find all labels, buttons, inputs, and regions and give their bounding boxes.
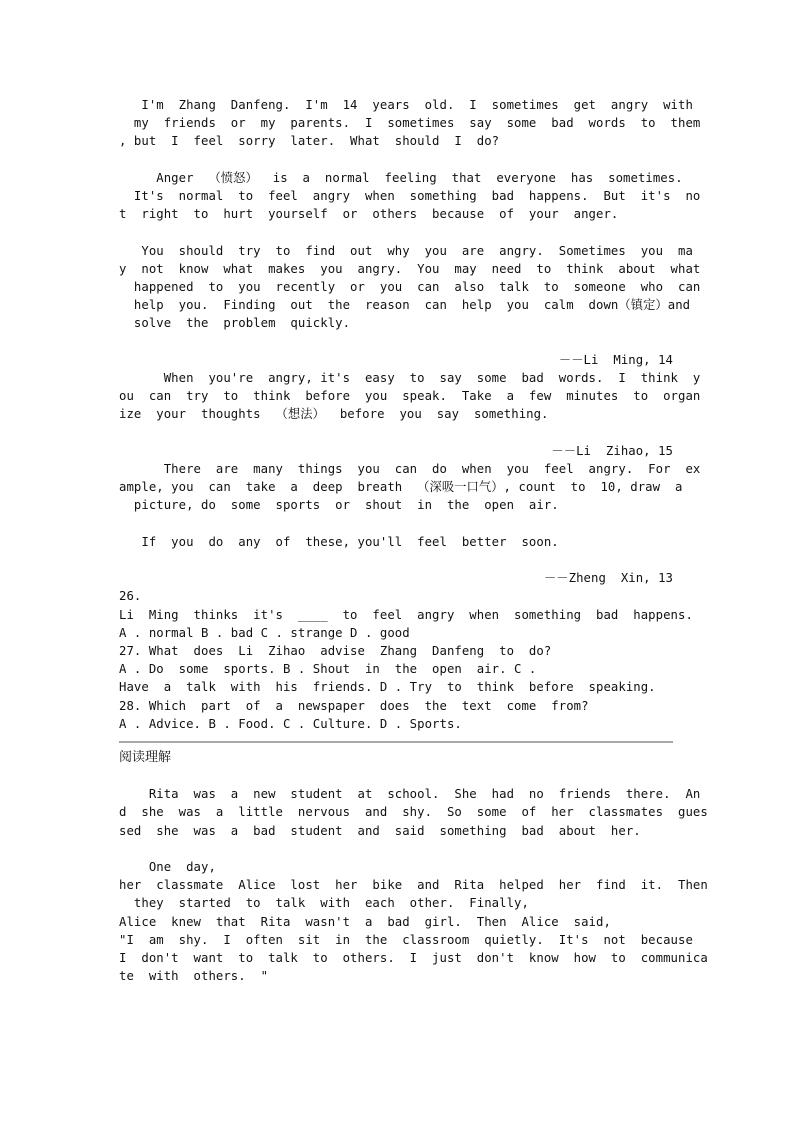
text-line: ou can try to think before you speak. Take a few minutes to organ bbox=[119, 389, 701, 404]
questions-block bbox=[119, 587, 693, 733]
question-number: 26. bbox=[119, 589, 142, 604]
reading-passage-rita bbox=[119, 785, 708, 985]
text-line: ize your thoughts （想法） before you say something. bbox=[119, 407, 549, 422]
text-line: solve the problem quickly. bbox=[119, 316, 351, 331]
text-line: her classmate Alice lost her bike and Rita helped her find it. Then bbox=[119, 878, 708, 893]
text-line: , but I feel sorry later. What should I do? bbox=[119, 134, 500, 149]
text-line: d she was a little nervous and shy. So some of her classmates gues bbox=[119, 805, 708, 820]
text-line: There are many things you can do when you feel angry. For ex bbox=[119, 462, 701, 476]
text-line: It's normal to feel angry when something bad happens. But it's no bbox=[119, 189, 701, 203]
text-line: happened to you recently or you can also talk to someone who can bbox=[119, 280, 701, 294]
text-line: Alice knew that Rita wasn't a bad girl. Then Alice said, bbox=[119, 914, 611, 929]
reading-passage-anger bbox=[119, 96, 708, 985]
text-line: te with others. " bbox=[119, 969, 269, 984]
question-text: 28. Which part of a newspaper does the text come from? bbox=[119, 698, 589, 713]
answer-options: A . Advice. B . Food. C . Culture. D . Sports. bbox=[119, 716, 462, 731]
question-text: 27. What does Li Zihao advise Zhang Danfeng to do? bbox=[119, 644, 552, 658]
author-signature: －－Li Ming, 14 bbox=[558, 352, 673, 367]
text-line: I'm Zhang Danfeng. I'm 14 years old. I sometimes get angry with bbox=[119, 98, 693, 112]
text-line: they started to talk with each other. Finally, bbox=[119, 896, 529, 911]
text-line: You should try to find out why you are angry. Sometimes you ma bbox=[119, 243, 693, 258]
answer-options: A . Do some sports. B . Shout in the open air. C . bbox=[119, 662, 537, 677]
advice-paragraph bbox=[119, 242, 701, 333]
text-line: sed she was a bad student and said something bad about her. bbox=[119, 823, 641, 838]
text-line: "I am shy. I often sit in the classroom quietly. It's not because bbox=[119, 932, 693, 947]
section-divider bbox=[119, 741, 673, 743]
answer-options: A . normal B . bad C . strange D . good bbox=[119, 625, 410, 640]
section-heading: 阅读理解 bbox=[119, 750, 172, 766]
answer-options: Have a talk with his friends. D . Try to think before speaking. bbox=[119, 680, 656, 695]
text-line: t right to hurt yourself or others because of your anger. bbox=[119, 207, 619, 222]
text-line: One day, bbox=[119, 860, 216, 874]
text-line: picture, do some sports or shout in the open air. bbox=[119, 498, 559, 513]
text-line: y not know what makes you angry. You may need to think about what bbox=[119, 261, 701, 276]
advice-paragraph bbox=[119, 460, 701, 515]
text-line: Anger （愤怒） is a normal feeling that everyone has sometimes. bbox=[119, 170, 683, 185]
author-signature: －－Li Zihao, 15 bbox=[551, 443, 673, 458]
text-line: When you're angry, it's easy to say some bad words. I think y bbox=[119, 371, 701, 385]
text-line: help you. Finding out the reason can help you calm down（镇定）and bbox=[119, 298, 691, 313]
text-line: Rita was a new student at school. She had no friends there. An bbox=[119, 787, 701, 802]
advice-paragraph bbox=[119, 369, 701, 424]
advice-paragraph bbox=[119, 169, 701, 224]
text-line: ample, you can take a deep breath （深吸一口气）, count to 10, draw a bbox=[119, 480, 683, 495]
text-line: If you do any of these, you'll feel better soon. bbox=[119, 534, 559, 549]
author-signature: －－Zheng Xin, 13 bbox=[543, 571, 673, 586]
text-line: I don't want to talk to others. I just don't know how to communica bbox=[119, 951, 708, 966]
letter-paragraph bbox=[119, 96, 701, 151]
question-text: Li Ming thinks it's ____ to feel angry when something bad happens. bbox=[119, 607, 693, 622]
text-line: my friends or my parents. I sometimes say some bad words to them bbox=[119, 116, 701, 131]
